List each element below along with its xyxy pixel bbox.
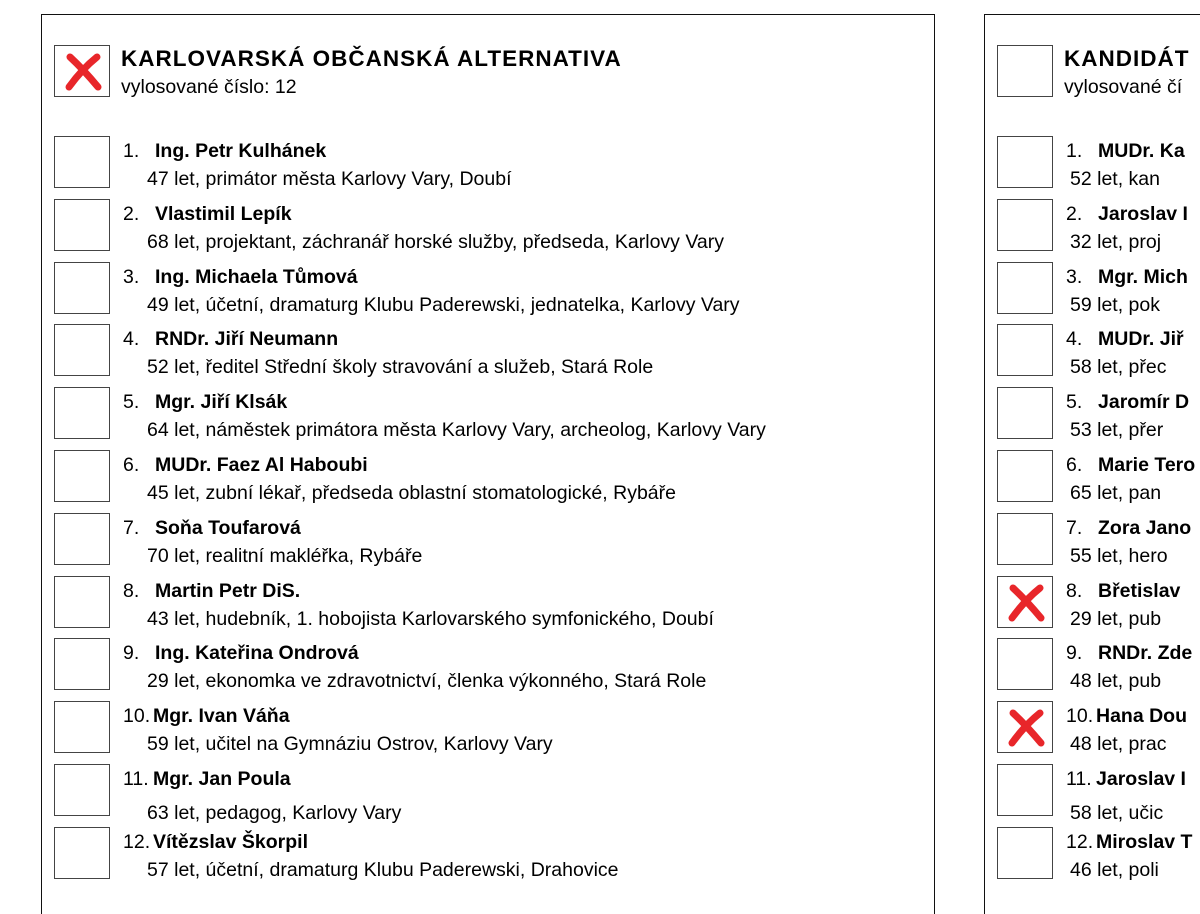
candidate-row (42, 637, 934, 700)
candidate-row (985, 512, 1200, 575)
candidate-vote-checkbox[interactable] (997, 513, 1053, 565)
candidate-description: 46 let, poli (1070, 858, 1159, 881)
party-header (985, 15, 1200, 115)
ballot-column-right (984, 14, 1200, 914)
candidate-row (985, 637, 1200, 700)
candidate-number: 2. (123, 202, 140, 225)
candidate-description: 29 let, ekonomka ve zdravotnictví, členka výkonného, Stará Role (147, 670, 707, 693)
candidate-description: 55 let, hero (1070, 544, 1168, 567)
candidate-row (42, 386, 934, 449)
candidate-name: Ing. Kateřina Ondrová (155, 642, 359, 665)
candidate-name: Vítězslav Škorpil (153, 830, 308, 853)
candidate-description: 43 let, hudebník, 1. hobojista Karlovarského symfonického, Doubí (147, 607, 714, 630)
cross-mark-icon (61, 51, 105, 93)
candidate-name: Jaroslav I (1098, 202, 1188, 225)
candidate-description: 64 let, náměstek primátora města Karlovy Vary, archeolog, Karlovy Vary (147, 419, 766, 442)
candidate-name: Hana Dou (1096, 705, 1188, 728)
candidate-number: 7. (123, 516, 140, 539)
candidate-vote-checkbox[interactable] (54, 513, 110, 565)
ballot-column-left (41, 14, 935, 914)
candidate-number: 5. (123, 391, 140, 414)
candidate-description: 63 let, pedagog, Karlovy Vary (147, 801, 402, 824)
candidate-number: 9. (1066, 642, 1083, 665)
candidate-number: 12. (1066, 830, 1094, 853)
candidate-row (42, 826, 934, 889)
party-draw-number: vylosované číslo: 12 (121, 76, 297, 98)
candidate-vote-checkbox[interactable] (54, 827, 110, 879)
candidate-name: Ing. Petr Kulhánek (155, 140, 327, 162)
candidate-description: 68 let, projektant, záchranář horské služby, předseda, Karlovy Vary (147, 230, 724, 253)
candidate-row (42, 575, 934, 638)
candidate-vote-checkbox[interactable] (997, 764, 1053, 816)
candidate-description: 48 let, prac (1070, 733, 1167, 756)
candidate-vote-checkbox[interactable] (997, 324, 1053, 376)
candidate-row (985, 763, 1200, 826)
candidate-description: 58 let, učic (1070, 801, 1164, 824)
candidate-number: 4. (123, 328, 140, 351)
candidate-row (985, 198, 1200, 261)
candidate-name: RNDr. Zde (1098, 642, 1193, 665)
candidate-name: Mgr. Mich (1098, 265, 1188, 288)
candidate-row (42, 449, 934, 512)
candidate-name: Martin Petr DiS. (155, 579, 301, 602)
party-draw-number: vylosované čí (1064, 76, 1183, 98)
candidate-description: 52 let, ředitel Střední školy stravování a služeb, Stará Role (147, 356, 654, 379)
candidate-vote-checkbox[interactable] (997, 827, 1053, 879)
candidate-number: 9. (123, 642, 140, 665)
candidate-name: Soňa Toufarová (155, 516, 301, 539)
candidate-number: 11. (123, 767, 149, 790)
candidate-description: 52 let, kan (1070, 168, 1160, 190)
candidate-description: 58 let, přec (1070, 356, 1167, 379)
candidate-number: 10. (1066, 705, 1094, 728)
candidate-name: Břetislav (1098, 579, 1181, 602)
candidate-name: Mgr. Jan Poula (153, 767, 291, 790)
candidate-number: 7. (1066, 516, 1083, 539)
candidate-list (42, 135, 934, 889)
candidate-number: 5. (1066, 391, 1083, 414)
candidate-row (42, 198, 934, 261)
candidate-description: 57 let, účetní, dramaturg Klubu Paderewski, Drahovice (147, 858, 619, 881)
candidate-description: 49 let, účetní, dramaturg Klubu Paderewski, jednatelka, Karlovy Vary (147, 293, 740, 316)
candidate-vote-checkbox[interactable] (54, 638, 110, 690)
candidate-description: 59 let, pok (1070, 293, 1160, 316)
candidate-vote-checkbox[interactable] (54, 387, 110, 439)
candidate-name: MUDr. Faez Al Haboubi (155, 453, 368, 476)
candidate-number: 1. (123, 140, 140, 162)
candidate-number: 6. (123, 453, 140, 476)
candidate-vote-checkbox[interactable] (997, 450, 1053, 502)
candidate-description: 53 let, přer (1070, 419, 1164, 442)
candidate-number: 4. (1066, 328, 1083, 351)
candidate-vote-checkbox[interactable] (997, 136, 1053, 188)
candidate-description: 70 let, realitní makléřka, Rybáře (147, 544, 423, 567)
candidate-number: 8. (1066, 579, 1083, 602)
candidate-name: MUDr. Jiř (1098, 328, 1184, 351)
candidate-number: 3. (1066, 265, 1083, 288)
candidate-vote-checkbox[interactable] (54, 136, 110, 188)
candidate-description: 59 let, učitel na Gymnáziu Ostrov, Karlovy Vary (147, 733, 553, 756)
candidate-vote-checkbox[interactable] (54, 199, 110, 251)
candidate-vote-checkbox[interactable] (54, 701, 110, 753)
candidate-vote-checkbox[interactable] (54, 450, 110, 502)
candidate-description: 45 let, zubní lékař, předseda oblastní stomatologické, Rybáře (147, 481, 676, 504)
candidate-name: Vlastimil Lepík (155, 202, 292, 225)
candidate-vote-checkbox[interactable] (997, 576, 1053, 628)
candidate-row (985, 261, 1200, 324)
candidate-row (42, 135, 934, 198)
candidate-row (42, 700, 934, 763)
candidate-vote-checkbox[interactable] (54, 576, 110, 628)
candidate-row (42, 323, 934, 386)
candidate-row (985, 386, 1200, 449)
candidate-row (985, 700, 1200, 763)
candidate-number: 3. (123, 265, 140, 288)
candidate-row (985, 135, 1200, 198)
candidate-number: 11. (1066, 767, 1092, 790)
candidate-name: Jaromír D (1098, 391, 1190, 414)
candidate-number: 6. (1066, 453, 1083, 476)
candidate-name: Mgr. Ivan Váňa (153, 705, 290, 728)
candidate-number: 12. (123, 830, 151, 853)
party-vote-checkbox[interactable] (997, 45, 1053, 97)
candidate-description: 32 let, proj (1070, 230, 1162, 253)
candidate-name: Jaroslav I (1096, 767, 1186, 790)
candidate-vote-checkbox[interactable] (997, 701, 1053, 753)
candidate-vote-checkbox[interactable] (997, 262, 1053, 314)
party-name: KANDIDÁT (1064, 46, 1190, 71)
candidate-name: Miroslav T (1096, 830, 1193, 853)
candidate-description: 65 let, pan (1070, 481, 1162, 504)
candidate-number: 10. (123, 705, 151, 728)
candidate-vote-checkbox[interactable] (997, 199, 1053, 251)
candidate-row (42, 763, 934, 826)
candidate-list (985, 135, 1200, 889)
candidate-vote-checkbox[interactable] (997, 387, 1053, 439)
candidate-vote-checkbox[interactable] (54, 764, 110, 816)
candidate-name: Marie Tero (1098, 453, 1196, 476)
candidate-number: 8. (123, 579, 140, 602)
candidate-name: RNDr. Jiří Neumann (155, 328, 339, 351)
candidate-name: Zora Jano (1098, 516, 1192, 539)
candidate-row (985, 449, 1200, 512)
candidate-row (42, 512, 934, 575)
candidate-description: 47 let, primátor města Karlovy Vary, Doubí (147, 168, 512, 190)
candidate-row (985, 575, 1200, 638)
candidate-row (985, 323, 1200, 386)
candidate-row (985, 826, 1200, 889)
candidate-description: 29 let, pub (1070, 607, 1162, 630)
candidate-description: 48 let, pub (1070, 670, 1162, 693)
party-name: KARLOVARSKÁ OBČANSKÁ ALTERNATIVA (121, 46, 622, 71)
candidate-number: 1. (1066, 140, 1083, 162)
candidate-row (42, 261, 934, 324)
candidate-name: Mgr. Jiří Klsák (155, 391, 288, 414)
candidate-vote-checkbox[interactable] (54, 262, 110, 314)
candidate-name: Ing. Michaela Tůmová (155, 265, 358, 288)
party-vote-checkbox[interactable] (54, 45, 110, 97)
cross-mark-icon (1004, 707, 1048, 749)
candidate-name: MUDr. Ka (1098, 140, 1185, 162)
cross-mark-icon (1004, 582, 1048, 624)
candidate-vote-checkbox[interactable] (997, 638, 1053, 690)
party-header (42, 15, 934, 115)
candidate-vote-checkbox[interactable] (54, 324, 110, 376)
candidate-number: 2. (1066, 202, 1083, 225)
